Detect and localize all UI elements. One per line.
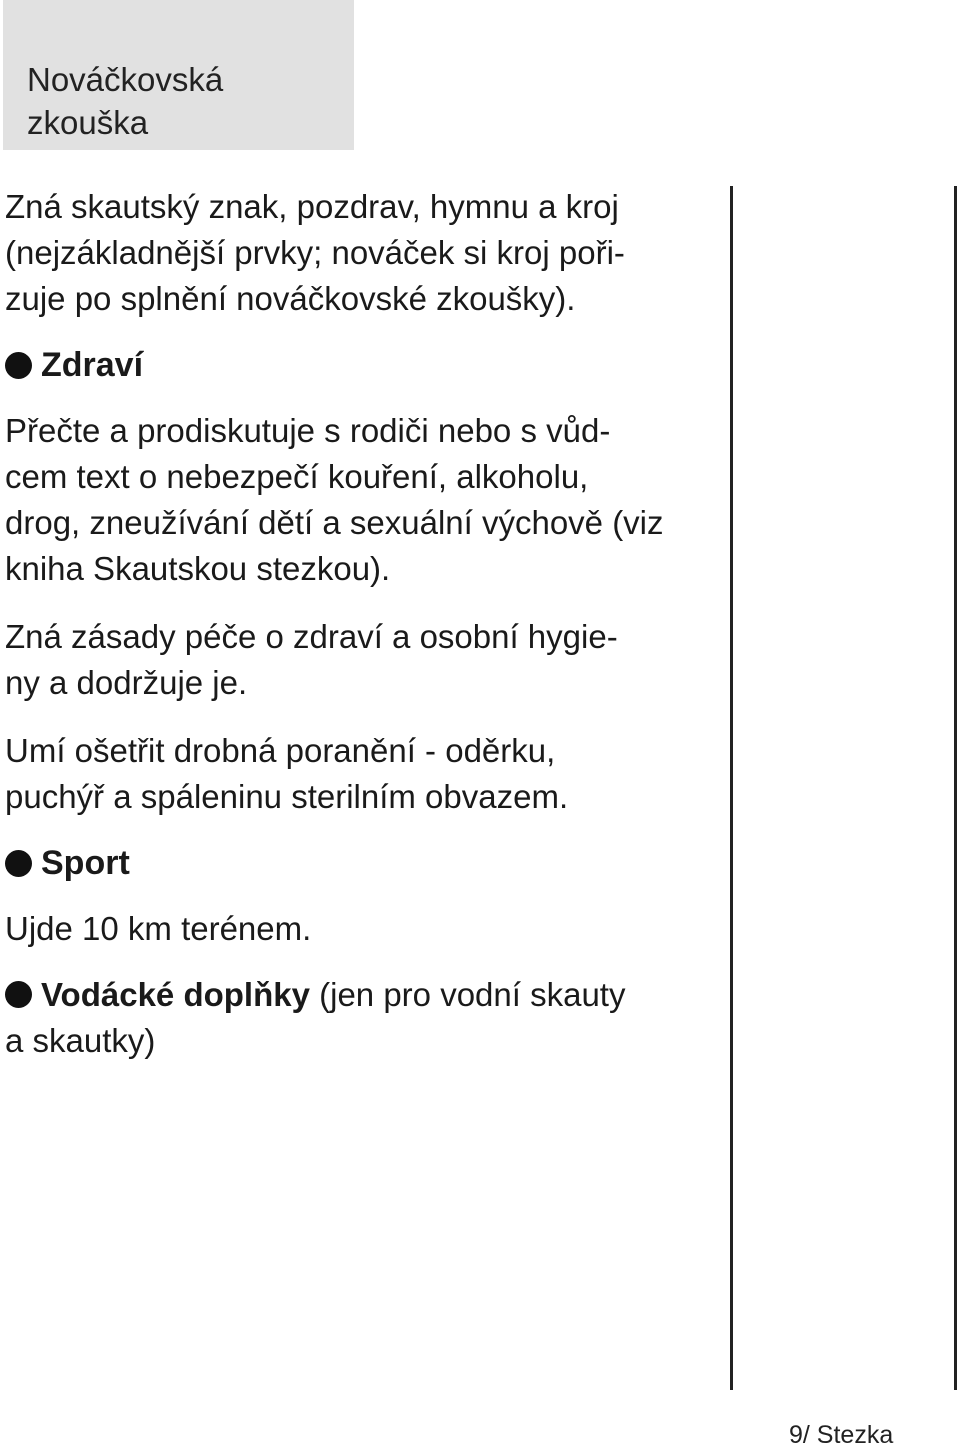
text-line: drog, zneužívání dětí a sexuální výchově (viz <box>5 504 664 541</box>
page-title-line-2: zkouška <box>27 104 149 141</box>
text-line: Přečte a prodiskutuje s rodiči nebo s vůd- <box>5 412 611 449</box>
text-line: Umí ošetřit drobná poranění - oděrku, <box>5 732 556 769</box>
section-heading-vodacke <box>5 972 705 1064</box>
section-label: Vodácké doplňky <box>41 976 310 1013</box>
section-heading-suffix: (jen pro vodní skauty <box>309 976 626 1013</box>
intro-line-3: zuje po splnění nováčkovské zkoušky). <box>5 280 576 317</box>
page-title <box>27 58 327 144</box>
section-label: Sport <box>41 844 130 882</box>
page-title-line-1: Nováčkovská <box>27 61 224 98</box>
intro-line-1: Zná skautský znak, pozdrav, hymnu a kroj <box>5 188 619 225</box>
intro-paragraph <box>5 184 705 322</box>
section-heading-sport <box>5 840 705 886</box>
bullet-icon <box>5 850 32 877</box>
section-suffix-line-2: a skautky) <box>5 1022 156 1059</box>
text-line: kniha Skautskou stezkou). <box>5 550 391 587</box>
bullet-icon <box>5 352 32 379</box>
text-line: ny a dodržuje je. <box>5 664 248 701</box>
main-content <box>5 184 705 1064</box>
text-line: Zná zásady péče o zdraví a osobní hygie- <box>5 618 618 655</box>
section-label: Zdraví <box>41 346 144 384</box>
text-line: Ujde 10 km terénem. <box>5 910 312 947</box>
sport-paragraph <box>5 906 705 952</box>
text-line: puchýř a spáleninu sterilním obvazem. <box>5 778 569 815</box>
zdravi-paragraph-2 <box>5 614 705 706</box>
margin-rule-left <box>730 186 733 1390</box>
bullet-icon <box>5 981 32 1008</box>
page-footer: 9/ Stezka <box>789 1421 894 1449</box>
intro-line-2: (nejzákladnější prvky; nováček si kroj poři- <box>5 234 625 271</box>
zdravi-paragraph-1 <box>5 408 705 592</box>
margin-rule-right <box>954 186 957 1390</box>
zdravi-paragraph-3 <box>5 728 705 820</box>
section-heading-zdravi <box>5 342 705 388</box>
text-line: cem text o nebezpečí kouření, alkoholu, <box>5 458 589 495</box>
